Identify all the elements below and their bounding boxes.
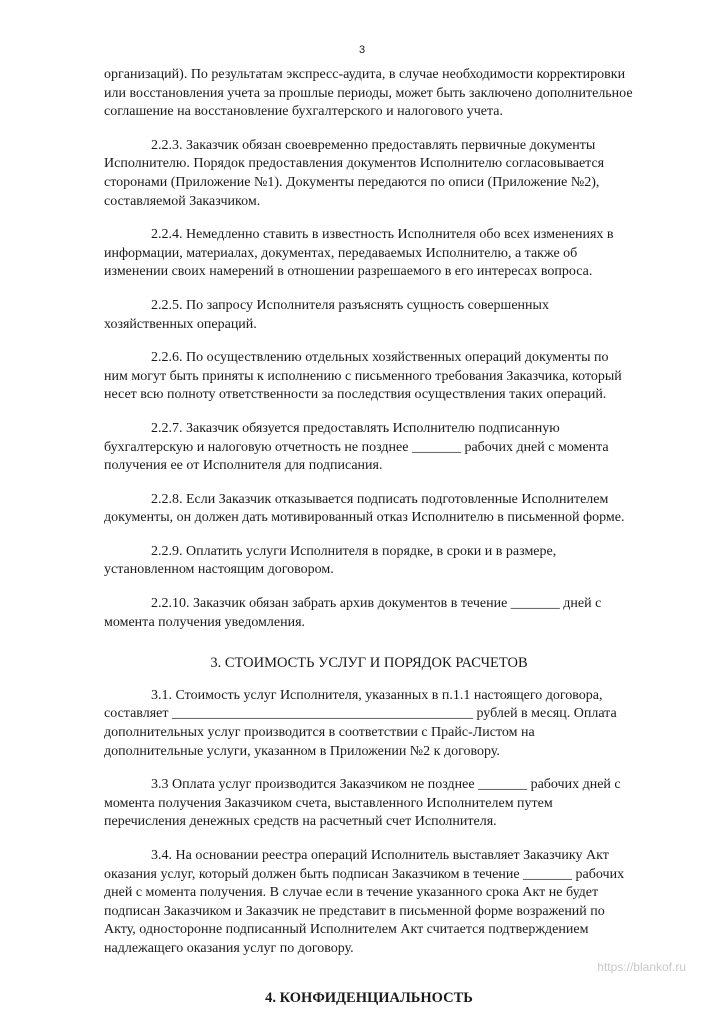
section-3-heading: 3. СТОИМОСТЬ УСЛУГ И ПОРЯДОК РАСЧЕТОВ bbox=[210, 655, 528, 672]
paragraph-2-2-6: 2.2.6. По осуществлению отдельных хозяйственных операций документы по ним могут быть приняты к исполнению с письменного требования Заказчика, который несет всю полноту ответственности за последствия осуществления таких операций. bbox=[104, 350, 622, 403]
paragraph-3-1: 3.1. Стоимость услуг Исполнителя, указанных в п.1.1 настоящего договора, составляет ___________________________________________ рублей в месяц. Оплата дополнительных услуг производится в соответствии с Прайс-Листом на дополнительные услуги, указанном в Приложении №2 к договору. bbox=[104, 687, 617, 759]
paragraph-2-2-4: 2.2.4. Немедленно ставить в известность Исполнителя обо всех изменениях в информации, материалах, документах, передаваемых Исполнителю, а также об изменении своих намерений в отношении разрешаемого в его интересах вопроса. bbox=[104, 227, 614, 280]
paragraph-3-4: 3.4. На основании реестра операций Исполнитель выставляет Заказчику Акт оказания услуг, который должен быть подписан Заказчиком в течение _______ рабочих дней с момента получения. В случае если в течение указанного срока Акт не будет подписан Заказчиком и Заказчик не представит в письменной форме возражений по Акту, односторонне подписанный Исполнителем Акт считается подтверждением надлежащего оказания услуг по договору. bbox=[104, 848, 625, 956]
paragraph-3-3: 3.3 Оплата услуг производится Заказчиком не позднее _______ рабочих дней с момента получения Заказчиком счета, выставленного Исполнителем путем перечисления денежных средств на расчетный счет Исполнителя. bbox=[104, 777, 621, 830]
paragraph-2-2-8: 2.2.8. Если Заказчик отказывается подписать подготовленные Исполнителем документы, он должен дать мотивированный отказ Исполнителю в письменной форме. bbox=[104, 491, 625, 526]
paragraph-2-2-10: 2.2.10. Заказчик обязан забрать архив документов в течение _______ дней с момента получения уведомления. bbox=[104, 596, 602, 630]
paragraph-2-2-5: 2.2.5. По запросу Исполнителя разъяснять сущность совершенных хозяйственных операций. bbox=[104, 297, 549, 332]
section-4-heading: 4. КОНФИДЕНЦИАЛЬНОСТЬ bbox=[265, 989, 473, 1006]
paragraph-2-2-3: 2.2.3. Заказчик обязан своевременно предоставлять первичные документы Исполнителю. Порядок предоставления документов Исполнителю согласовывается сторонами (Приложение №1). Документы передаются по описи (Приложение №2), составляемой Заказчиком. bbox=[104, 137, 605, 209]
document-body bbox=[104, 66, 634, 1021]
paragraph-2-2-7: 2.2.7. Заказчик обязуется предоставлять Исполнителю подписанную бухгалтерскую и налоговую отчетность не позднее _______ рабочих дней с момента получения ее от Исполнителя для подписания. bbox=[104, 420, 609, 474]
paragraph-2-2-9: 2.2.9. Оплатить услуги Исполнителя в порядке, в сроки и в размере, установленном настоящим договором. bbox=[104, 543, 557, 578]
watermark-url: https://blankof.ru bbox=[597, 960, 686, 974]
paragraph-continuation: организаций). По результатам экспресс-аудита, в случае необходимости корректировки или восстановления учета за прошлые периоды, может быть заключено дополнительное соглашение на восстановление бухгалтерского и налогового учета. bbox=[104, 67, 633, 120]
page-number: 3 bbox=[358, 44, 366, 56]
